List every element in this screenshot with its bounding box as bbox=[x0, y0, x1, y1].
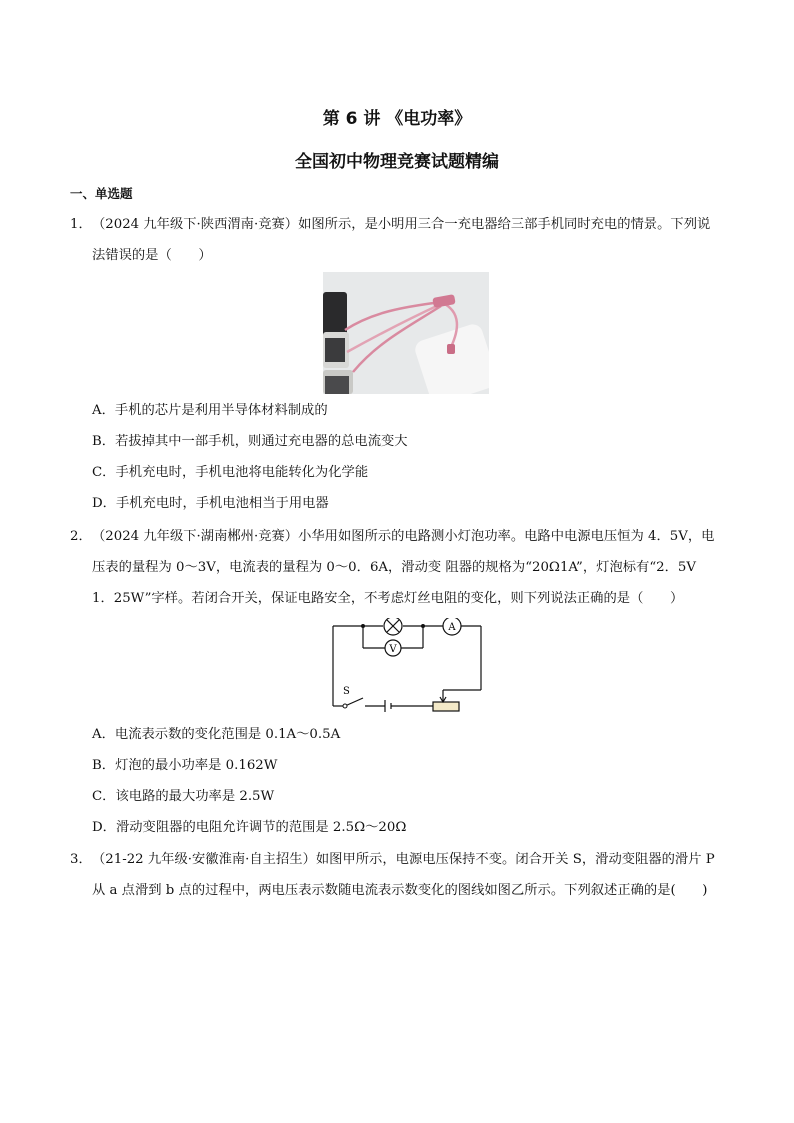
option-d: D．滑动变阻器的电阻允许调节的范围是 2.5Ω～20Ω bbox=[92, 820, 407, 835]
page-title: 第 6 讲 《电功率》 bbox=[322, 109, 472, 129]
question-number: 3． bbox=[70, 852, 92, 867]
voltmeter-label: V bbox=[389, 644, 397, 655]
option-b: B．灯泡的最小功率是 0.162W bbox=[92, 758, 278, 773]
question-text: （2024 九年级下·陕西渭南·竞赛）如图所示，是小明用三合一充电器给三部手机同时充电的情景。下列说 bbox=[92, 217, 711, 232]
question-number: 2． bbox=[70, 529, 92, 544]
option-a: A．手机的芯片是利用半导体材料制成的 bbox=[92, 403, 328, 418]
option-a: A．电流表示数的变化范围是 0.1A～0.5A bbox=[92, 727, 341, 742]
ammeter-label: A bbox=[448, 622, 456, 633]
question-text: 1．25W”字样。若闭合开关，保证电路安全，不考虑灯丝电阻的变化，则下列说法正确的是（ ） bbox=[92, 591, 684, 606]
question-text: 从 a 点滑到 b 点的过程中，两电压表示数随电流表示数变化的图线如图乙所示。下列叙述正确的是( ) bbox=[92, 883, 708, 898]
question-text: （21-22 九年级·安徽淮南·自主招生）如图甲所示，电源电压保持不变。闭合开关 S，滑动变阻器的滑片 P bbox=[92, 852, 715, 867]
option-c: C．手机充电时，手机电池将电能转化为化学能 bbox=[92, 465, 369, 480]
charger-photo bbox=[323, 272, 489, 394]
option-d: D．手机充电时，手机电池相当于用电器 bbox=[92, 496, 329, 511]
page-subtitle: 全国初中物理竞赛试题精编 bbox=[295, 152, 499, 172]
question-number: 1． bbox=[70, 217, 92, 232]
section-heading: 一、单选题 bbox=[70, 186, 133, 201]
question-text: （2024 九年级下·湖南郴州·竞赛）小华用如图所示的电路测小灯泡功率。电路中电源电压恒为 4．5V，电 bbox=[92, 529, 715, 544]
circuit-diagram bbox=[325, 618, 487, 716]
question-text: 法错误的是（ ） bbox=[92, 248, 212, 263]
option-c: C．该电路的最大功率是 2.5W bbox=[92, 789, 275, 804]
option-b: B．若拔掉其中一部手机，则通过充电器的总电流变大 bbox=[92, 434, 408, 449]
switch-label: S bbox=[343, 686, 350, 697]
question-text: 压表的量程为 0～3V，电流表的量程为 0～0．6A，滑动变 阻器的规格为“20Ω1A”，灯泡标有“2．5V bbox=[92, 560, 696, 575]
